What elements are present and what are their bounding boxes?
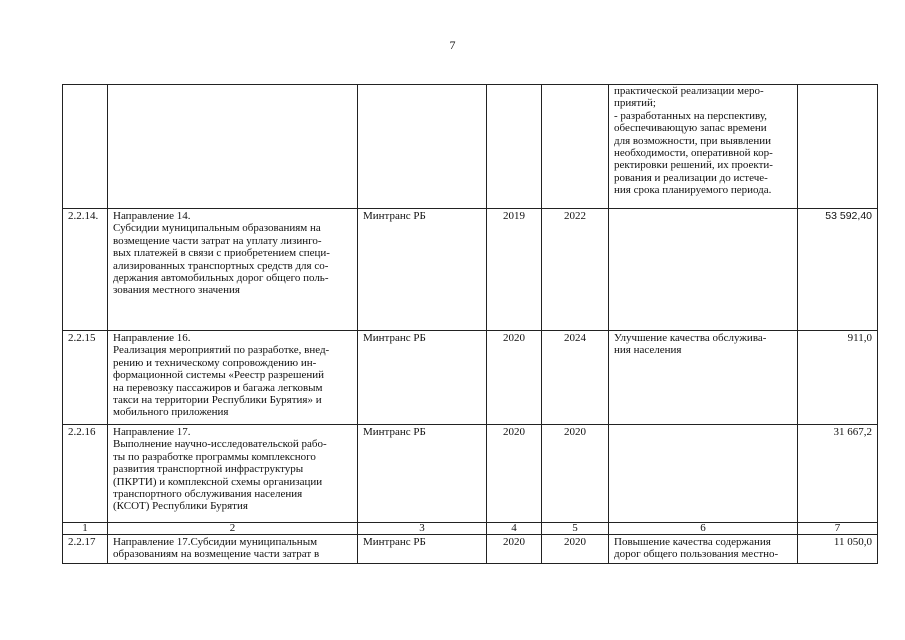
table-row bbox=[63, 331, 878, 425]
result-line: приятий; bbox=[614, 97, 656, 110]
row-number: 2.2.17 bbox=[63, 535, 108, 564]
result-cell bbox=[609, 535, 798, 564]
start-year-cell: 2020 bbox=[487, 425, 542, 523]
direction-cell bbox=[108, 85, 358, 209]
direction-line: держания автомобильных дорог общего поль- bbox=[113, 272, 329, 285]
direction-line: вых платежей в связи с приобретением специ- bbox=[113, 247, 330, 260]
direction-cell bbox=[108, 425, 358, 523]
result-cell bbox=[609, 331, 798, 425]
column-number: 3 bbox=[358, 523, 487, 535]
direction-line: (КСОТ) Республики Бурятия bbox=[113, 500, 248, 513]
direction-line: образованиям на возмещение части затрат в bbox=[113, 548, 320, 561]
end-year-cell: 2020 bbox=[542, 425, 609, 523]
result-line: необходимости, оперативной кор- bbox=[614, 147, 773, 160]
executor-cell: Минтранс РБ bbox=[358, 331, 487, 425]
amount-cell: 911,0 bbox=[798, 331, 878, 425]
direction-line: Направление 17.Субсидии муниципальным bbox=[113, 536, 318, 548]
result-line: рования и реализации до истече- bbox=[614, 171, 768, 184]
amount-cell: 53 592,40 bbox=[798, 209, 878, 331]
direction-line: Реализация мероприятий по разработке, внед- bbox=[113, 344, 330, 357]
direction-line: ализированных транспортных средств для со- bbox=[113, 259, 329, 272]
start-year-cell bbox=[487, 85, 542, 209]
result-line: обеспечивающую запас времени bbox=[614, 122, 767, 135]
direction-line: мобильного приложения bbox=[113, 406, 229, 419]
result-line: для возможности, при выявлении bbox=[614, 134, 771, 147]
row-number: 2.2.16 bbox=[63, 425, 108, 523]
direction-line: Субсидии муниципальным образованиям на bbox=[113, 222, 321, 235]
executor-cell: Минтранс РБ bbox=[358, 209, 487, 331]
column-number: 7 bbox=[798, 523, 878, 535]
row-number bbox=[63, 85, 108, 209]
column-numbers-row bbox=[63, 523, 878, 535]
direction-cell bbox=[108, 209, 358, 331]
result-cell bbox=[609, 209, 798, 331]
end-year-cell bbox=[542, 85, 609, 209]
end-year-cell: 2020 bbox=[542, 535, 609, 564]
direction-line: Выполнение научно-исследовательской рабо- bbox=[113, 438, 327, 451]
program-measures-table bbox=[62, 84, 878, 564]
end-year-cell: 2022 bbox=[542, 209, 609, 331]
executor-cell: Минтранс РБ bbox=[358, 425, 487, 523]
direction-line: рению и техническому сопровождению ин- bbox=[113, 356, 317, 369]
column-number: 6 bbox=[609, 523, 798, 535]
column-number: 5 bbox=[542, 523, 609, 535]
amount-cell bbox=[798, 85, 878, 209]
executor-cell bbox=[358, 85, 487, 209]
direction-line: (ПКРТИ) и комплексной схемы организации bbox=[113, 475, 323, 488]
direction-line: зования местного значения bbox=[113, 284, 240, 297]
result-cell bbox=[609, 425, 798, 523]
direction-line: Направление 16. bbox=[113, 332, 191, 344]
direction-line: ты по разработке программы комплексного bbox=[113, 450, 316, 463]
result-line: ректировки решений, их проекти- bbox=[614, 159, 773, 172]
executor-cell: Минтранс РБ bbox=[358, 535, 487, 564]
page-number: 7 bbox=[449, 38, 456, 52]
direction-cell bbox=[108, 331, 358, 425]
result-line: Повышение качества содержания bbox=[614, 536, 771, 548]
start-year-cell: 2020 bbox=[487, 535, 542, 564]
result-line: - разработанных на перспективу, bbox=[614, 109, 768, 122]
start-year-cell: 2020 bbox=[487, 331, 542, 425]
result-line: Улучшение качества обслужива- bbox=[614, 332, 767, 344]
direction-line: формационной системы «Реестр разрешений bbox=[113, 369, 325, 382]
end-year-cell: 2024 bbox=[542, 331, 609, 425]
direction-line: Направление 17. bbox=[113, 426, 191, 438]
column-number: 1 bbox=[63, 523, 108, 535]
direction-line: Направление 14. bbox=[113, 210, 191, 222]
direction-line: на перевозку пассажиров и багажа легковым bbox=[113, 381, 323, 394]
table-row bbox=[63, 425, 878, 523]
table-row bbox=[63, 209, 878, 331]
result-cell bbox=[609, 85, 798, 209]
row-number: 2.2.15 bbox=[63, 331, 108, 425]
direction-line: возмещение части затрат на уплату лизинго- bbox=[113, 234, 322, 247]
result-line: ния населения bbox=[614, 344, 682, 357]
result-line: ния срока планируемого периода. bbox=[614, 184, 772, 197]
amount-cell: 11 050,0 bbox=[798, 535, 878, 564]
direction-line: транспортного обслуживания населения bbox=[113, 488, 303, 501]
direction-line: такси на территории Республики Бурятия» и bbox=[113, 394, 322, 407]
row-number: 2.2.14. bbox=[63, 209, 108, 331]
table-row bbox=[63, 85, 878, 209]
column-number: 4 bbox=[487, 523, 542, 535]
column-number: 2 bbox=[108, 523, 358, 535]
direction-line: развития транспортной инфраструктуры bbox=[113, 463, 304, 476]
table-row bbox=[63, 535, 878, 564]
direction-cell bbox=[108, 535, 358, 564]
result-line: дорог общего пользования местно- bbox=[614, 548, 779, 561]
start-year-cell: 2019 bbox=[487, 209, 542, 331]
amount-cell: 31 667,2 bbox=[798, 425, 878, 523]
result-line: практической реализации меро- bbox=[614, 85, 764, 97]
